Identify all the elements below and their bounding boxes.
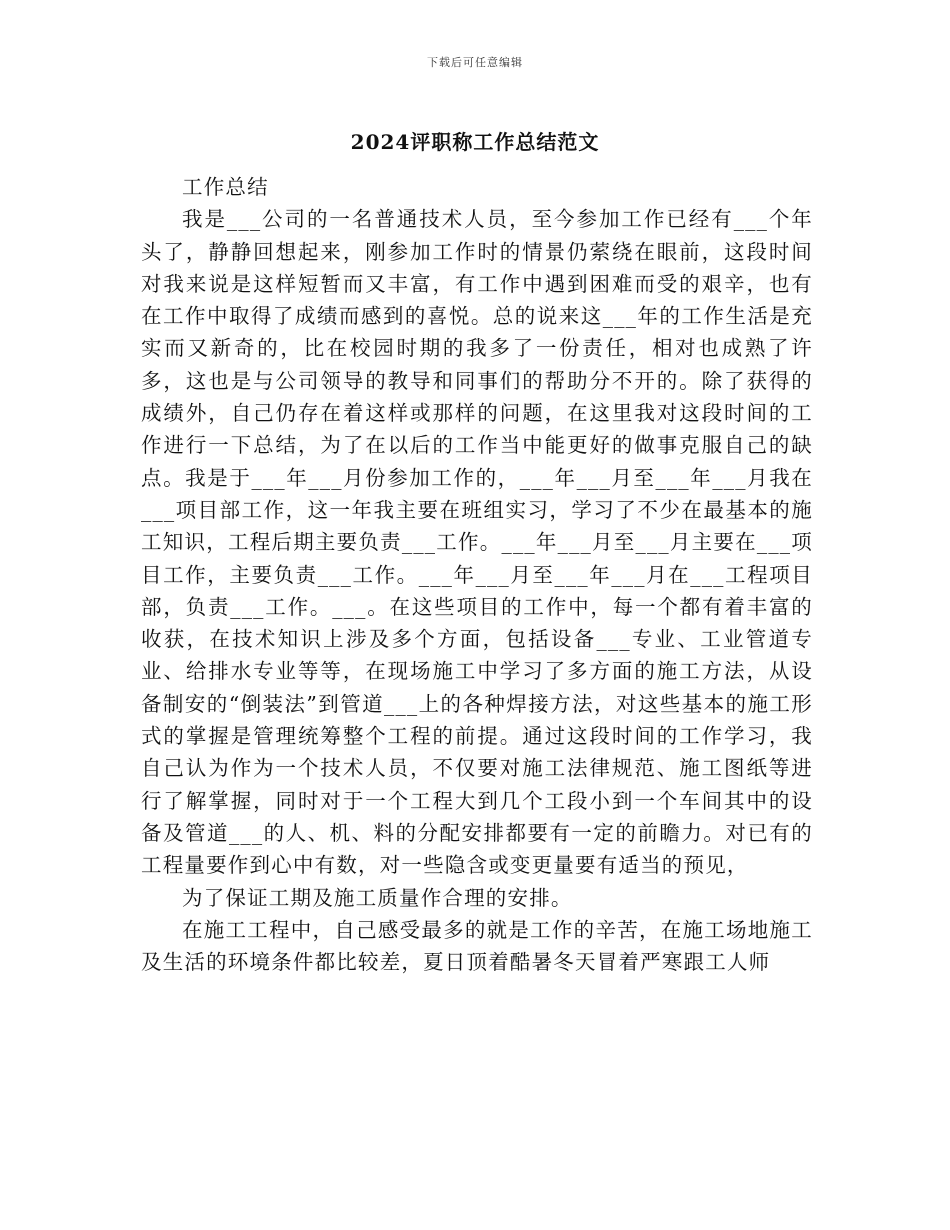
- document-body: [141, 171, 813, 978]
- body-paragraph: 我是___公司的一名普通技术人员，至今参加工作已经有___个年头了，静静回想起来，刚参加工作时的情景仍萦绕在眼前，这段时间对我来说是这样短暂而又丰富，有工作中遇到困难而受的艰辛，也有在工作中取得了成绩而感到的喜悦。总的说来这___年的工作生活是充实而又新奇的，比在校园时期的我多了一份责任，相对也成熟了许多，这也是与公司领导的教导和同事们的帮助分不开的。除了获得的成绩外，自己仍存在着这样或那样的问题，在这里我对这段时间的工作进行一下总结，为了在以后的工作当中能更好的做事克服自己的缺点。我是于___年___月份参加工作的，___年___月至___年___月我在___项目部工作，这一年我主要在班组实习，学习了不少在最基本的施工知识，工程后期主要负责___工作。___年___月至___月主要在___项目工作，主要负责___工作。___年___月至___年___月在___工程项目部，负责___工作。___。在这些项目的工作中，每一个都有着丰富的收获，在技术知识上涉及多个方面，包括设备___专业、工业管道专业、给排水专业等等，在现场施工中学习了多方面的施工方法，从设备制安的“倒装法”到管道___上的各种焊接方法，对这些基本的施工形式的掌握是管理统筹整个工程的前提。通过这段时间的工作学习，我自己认为作为一个技术人员，不仅要对施工法律规范、施工图纸等进行了解掌握，同时对于一个工程大到几个工段小到一个车间其中的设备及管道___的人、机、料的分配安排都要有一定的前瞻力。对已有的工程量要作到心中有数，对一些隐含或变更量要有适当的预见，: [141, 207, 813, 878]
- body-paragraph: 在施工工程中，自己感受最多的就是工作的辛苦，在施工场地施工及生活的环境条件都比较差，夏日顶着酷暑冬天冒着严寒跟工人师: [141, 917, 813, 975]
- page-header-note: 下载后可任意编辑: [427, 56, 523, 69]
- section-heading: 工作总结: [182, 175, 269, 199]
- document-title: 2024评职称工作总结范文: [350, 130, 600, 154]
- body-paragraph: 为了保证工期及施工质量作合理的安排。: [182, 885, 573, 910]
